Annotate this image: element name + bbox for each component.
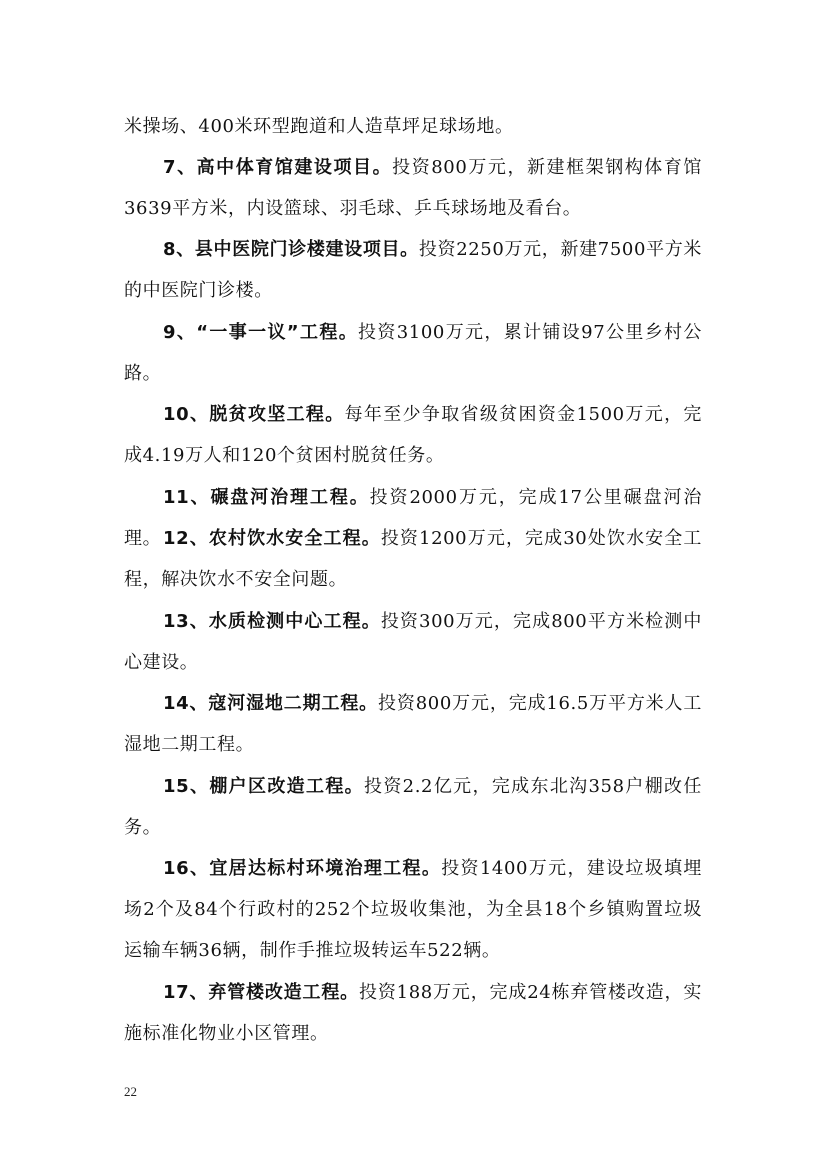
item-body: 投资300万元，完成800平方米检测中心建设。 bbox=[124, 611, 702, 673]
item-paragraph-15 bbox=[124, 766, 702, 848]
item-body: 投资2000万元，完成17公里碾盘河治理。 bbox=[124, 487, 702, 549]
item-title: 脱贫攻坚工程。 bbox=[209, 404, 345, 425]
item-number: 12、 bbox=[163, 528, 209, 549]
item-paragraph-7 bbox=[124, 147, 702, 229]
item-title: 高中体育馆建设项目。 bbox=[196, 157, 393, 178]
item-title: 宜居达标村环境治理工程。 bbox=[209, 858, 442, 879]
item-paragraph-10 bbox=[124, 394, 702, 476]
item-number: 14、 bbox=[163, 693, 209, 714]
item-paragraph-16 bbox=[124, 848, 702, 971]
continuation-paragraph: 米操场、400米环型跑道和人造草坪足球场地。 bbox=[124, 116, 514, 137]
item-number: 10、 bbox=[163, 404, 210, 425]
item-number: 11、 bbox=[163, 487, 211, 508]
item-number: 17、 bbox=[163, 982, 209, 1003]
item-title: 水质检测中心工程。 bbox=[208, 611, 381, 632]
item-body: 投资2250万元，新建7500平方米的中医院门诊楼。 bbox=[124, 239, 702, 301]
item-title: “一事一议”工程。 bbox=[196, 322, 359, 343]
item-body: 投资1400万元，建设垃圾填埋场2个及84个行政村的252个垃圾收集池，为全县18个乡镇购置垃圾运输车辆36辆，制作手推垃圾转运车522辆。 bbox=[124, 858, 703, 961]
item-paragraph-12 bbox=[124, 518, 702, 600]
item-title: 弃管楼改造工程。 bbox=[208, 982, 359, 1003]
item-body: 投资3100万元，累计铺设97公里乡村公路。 bbox=[124, 322, 702, 384]
item-title: 县中医院门诊楼建设项目。 bbox=[194, 239, 419, 260]
item-number: 15、 bbox=[163, 776, 210, 797]
item-body: 投资188万元，完成24栋弃管楼改造，实施标准化物业小区管理。 bbox=[124, 982, 702, 1044]
item-number: 8、 bbox=[163, 239, 195, 260]
item-body: 投资2.2亿元，完成东北沟358户棚改任务。 bbox=[124, 776, 702, 838]
item-title: 棚户区改造工程。 bbox=[209, 776, 364, 797]
item-title: 农村饮水安全工程。 bbox=[208, 528, 381, 549]
item-body: 投资800万元，完成16.5万平方米人工湿地二期工程。 bbox=[124, 693, 702, 755]
item-number: 7、 bbox=[163, 157, 197, 178]
item-paragraph-9 bbox=[124, 312, 702, 394]
item-paragraph-8 bbox=[124, 229, 702, 311]
item-paragraph-14 bbox=[124, 683, 702, 765]
item-body: 每年至少争取省级贫困资金1500万元，完成4.19万人和120个贫困村脱贫任务。 bbox=[124, 404, 703, 466]
item-body: 投资1200万元，完成30处饮水安全工程，解决饮水不安全问题。 bbox=[124, 528, 702, 590]
item-number: 13、 bbox=[163, 611, 209, 632]
item-body: 投资800万元，新建框架钢构体育馆3639平方米，内设篮球、羽毛球、乒乓球场地及看台。 bbox=[124, 157, 702, 219]
page-number: 22 bbox=[124, 1084, 137, 1099]
item-paragraph-17 bbox=[124, 972, 702, 1054]
item-number: 16、 bbox=[163, 858, 210, 879]
item-title: 碾盘河治理工程。 bbox=[210, 487, 370, 508]
item-title: 寇河湿地二期工程。 bbox=[208, 693, 379, 714]
item-paragraph-13 bbox=[124, 601, 702, 683]
item-number: 9、 bbox=[163, 322, 197, 343]
